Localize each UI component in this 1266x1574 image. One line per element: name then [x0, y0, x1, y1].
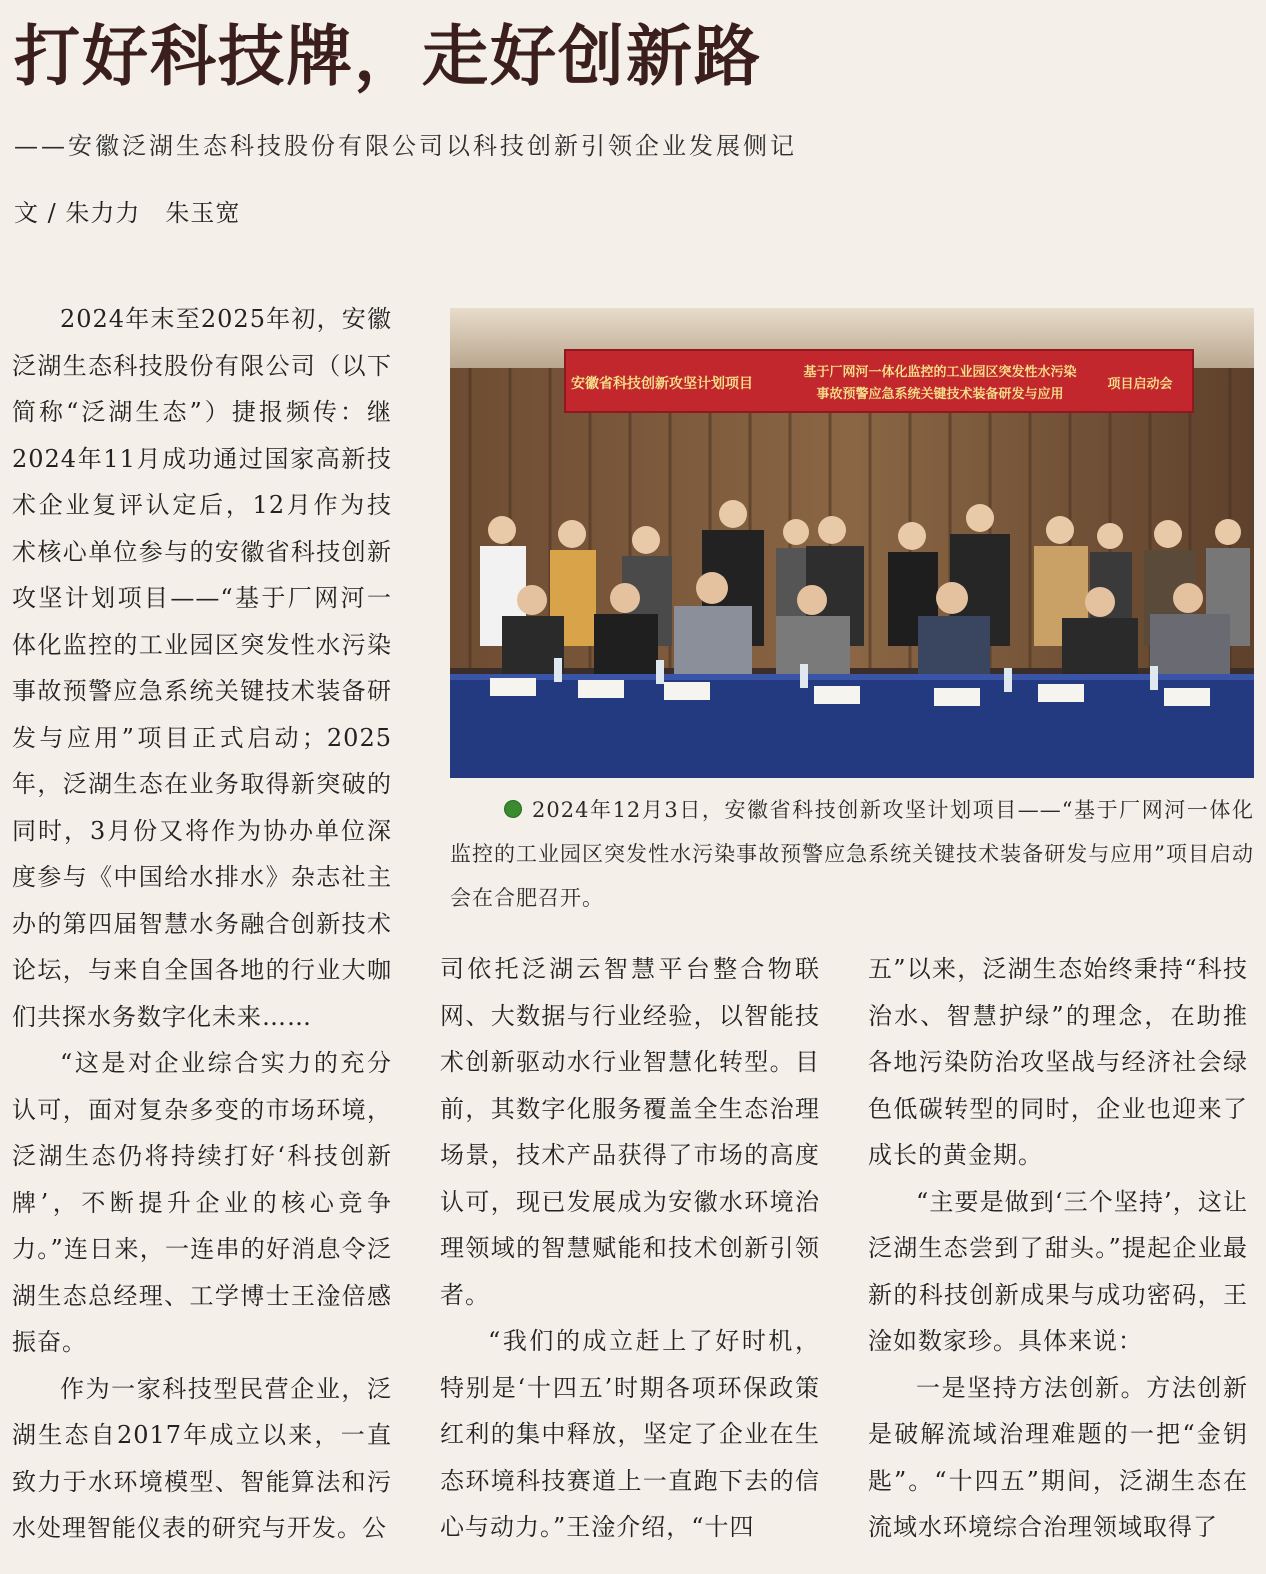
text-column-3	[868, 946, 1248, 1551]
caption-text: 2024年12月3日，安徽省科技创新攻坚计划项目——“基于厂网河一体化监控的工业园区突发性水污染事故预警应急系统关键技术装备研发与应用”项目启动会在合肥召开。	[450, 798, 1254, 910]
text-column-2	[440, 946, 820, 1551]
paragraph: “这是对企业综合实力的充分认可，面对复杂多变的市场环境，泛湖生态仍将持续打好‘科技创新牌’，不断提升企业的核心竞争力。”连日来，一连串的好消息令泛湖生态总经理、工学博士王淦倍感振奋。	[12, 1049, 392, 1356]
paragraph: 五”以来，泛湖生态始终秉持“科技治水、智慧护绿”的理念，在助推各地污染防治攻坚战与经济社会绿色低碳转型的同时，企业也迎来了成长的黄金期。	[868, 955, 1248, 1169]
article-title: 打好科技牌，走好创新路	[14, 18, 762, 95]
event-photo	[450, 308, 1254, 778]
paragraph: 司依托泛湖云智慧平台整合物联网、大数据与行业经验，以智能技术创新驱动水行业智慧化转型。目前，其数字化服务覆盖全生态治理场景，技术产品获得了市场的高度认可，现已发展成为安徽水环境治理领域的智慧赋能和技术创新引领者。	[440, 955, 820, 1309]
paragraph: 2024年末至2025年初，安徽泛湖生态科技股份有限公司（以下简称“泛湖生态”）捷报频传：继2024年11月成功通过国家高新技术企业复评认定后，12月作为技术核心单位参与的安徽省科技创新攻坚计划项目——“基于厂网河一体化监控的工业园区突发性水污染事故预警应急系统关键技术装备研发与应用”项目正式启动；2025年，泛湖生态在业务取得新突破的同时，3月份又将作为协办单位深度参与《中国给水排水》杂志社主办的第四届智慧水务融合创新技术论坛，与来自全国各地的行业大咖们共探水务数字化未来……	[12, 305, 392, 1031]
banner-text-right: 项目启动会	[1107, 377, 1173, 392]
caption-bullet-icon	[504, 800, 522, 818]
banner-text-mid-1: 基于厂网河一体化监控的工业园区突发性水污染	[803, 365, 1077, 380]
paragraph: 作为一家科技型民营企业，泛湖生态自2017年成立以来，一直致力于水环境模型、智能算法和污水处理智能仪表的研究与开发。公	[12, 1374, 392, 1542]
paragraph: “主要是做到‘三个坚持’，这让泛湖生态尝到了甜头。”提起企业最新的科技创新成果与成功密码，王淦如数家珍。具体来说：	[868, 1187, 1248, 1355]
banner-text-mid-2: 事故预警应急系统关键技术装备研发与应用	[816, 387, 1064, 402]
article-byline: 文 / 朱力力 朱玉宽	[14, 199, 241, 227]
photo-caption	[450, 788, 1254, 920]
article-subtitle: ——安徽泛湖生态科技股份有限公司以科技创新引领企业发展侧记	[14, 132, 797, 160]
text-column-1	[12, 296, 392, 1552]
paragraph: “我们的成立赶上了好时机，特别是‘十四五’时期各项环保政策红利的集中释放，坚定了企业在生态环境科技赛道上一直跑下去的信心与动力。”王淦介绍，“十四	[440, 1327, 820, 1541]
group-photo-illustration	[450, 308, 1254, 778]
paragraph: 一是坚持方法创新。方法创新是破解流域治理难题的一把“金钥匙”。“十四五”期间，泛湖生态在流域水环境综合治理领域取得了	[868, 1373, 1248, 1541]
banner-text-left: 安徽省科技创新攻坚计划项目	[571, 376, 753, 392]
